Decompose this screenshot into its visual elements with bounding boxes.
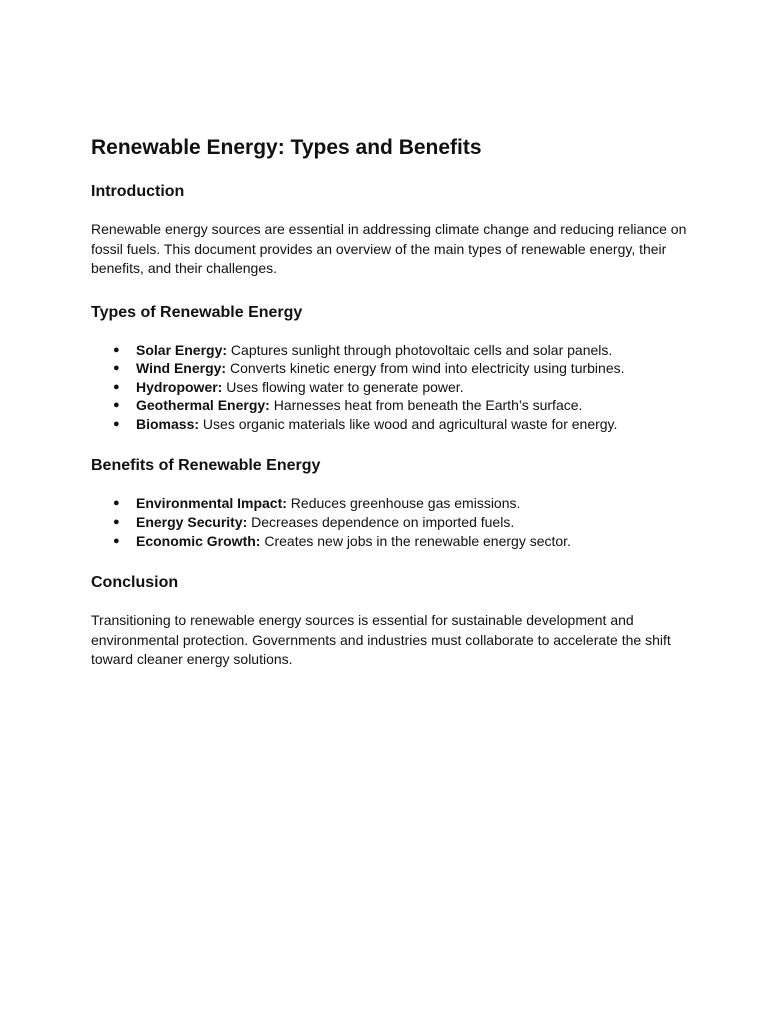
list-item-term: Geothermal Energy: — [136, 397, 270, 414]
bullet-icon: ● — [113, 362, 120, 375]
introduction-paragraph: Renewable energy sources are essential in addressing climate change and reducing reliance on fossil fuels. This document provides an overview of the main types of renewable energy, their benefits, and their challenges. — [91, 221, 687, 276]
bullet-icon: ● — [113, 534, 120, 547]
list-item-term: Economic Growth: — [136, 532, 261, 549]
bullet-icon: ● — [113, 380, 120, 393]
bullet-icon: ● — [113, 417, 120, 430]
list-item-term: Hydropower: — [136, 378, 223, 395]
list-item-term: Wind Energy: — [136, 360, 227, 377]
list-item-text: Captures sunlight through photovoltaic cells and solar panels. — [227, 341, 613, 358]
document-title: Renewable Energy: Types and Benefits — [91, 136, 482, 159]
list-item-text: Uses flowing water to generate power. — [222, 378, 464, 395]
types-list — [91, 341, 691, 434]
list-item-term: Energy Security: — [136, 514, 248, 531]
introduction-heading: Introduction — [91, 183, 185, 200]
conclusion-heading: Conclusion — [91, 574, 179, 592]
list-item-text: Reduces greenhouse gas emissions. — [286, 495, 521, 512]
types-heading: Types of Renewable Energy — [91, 303, 303, 321]
list-item-security — [91, 513, 691, 532]
list-item-wind — [91, 359, 691, 378]
list-item-economic — [91, 532, 691, 551]
bullet-icon: ● — [113, 343, 120, 356]
list-item-term: Biomass: — [136, 415, 200, 432]
bullet-icon: ● — [113, 516, 120, 529]
list-item-term: Solar Energy: — [136, 341, 228, 358]
list-item-text: Harnesses heat from beneath the Earth’s surface. — [269, 397, 583, 414]
conclusion-paragraph: Transitioning to renewable energy sources is essential for sustainable development and environmental protection. Governments and industries must collaborate to accelerate the shift toward cleaner energy solutions. — [91, 612, 671, 668]
document-page — [91, 134, 691, 694]
bullet-icon: ● — [113, 399, 120, 412]
list-item-text: Converts kinetic energy from wind into electricity using turbines. — [226, 360, 625, 377]
list-item-geothermal — [91, 396, 691, 415]
benefits-list — [91, 494, 691, 550]
list-item-text: Decreases dependence on imported fuels. — [247, 514, 515, 531]
list-item-hydropower — [91, 378, 691, 397]
benefits-heading: Benefits of Renewable Energy — [91, 457, 321, 475]
bullet-icon: ● — [113, 497, 120, 510]
list-item-solar — [91, 341, 691, 360]
list-item-environmental — [91, 494, 691, 513]
list-item-biomass — [91, 415, 691, 434]
list-item-term: Environmental Impact: — [136, 495, 287, 512]
list-item-text: Creates new jobs in the renewable energy sector. — [260, 532, 571, 549]
list-item-text: Uses organic materials like wood and agricultural waste for energy. — [199, 415, 618, 432]
